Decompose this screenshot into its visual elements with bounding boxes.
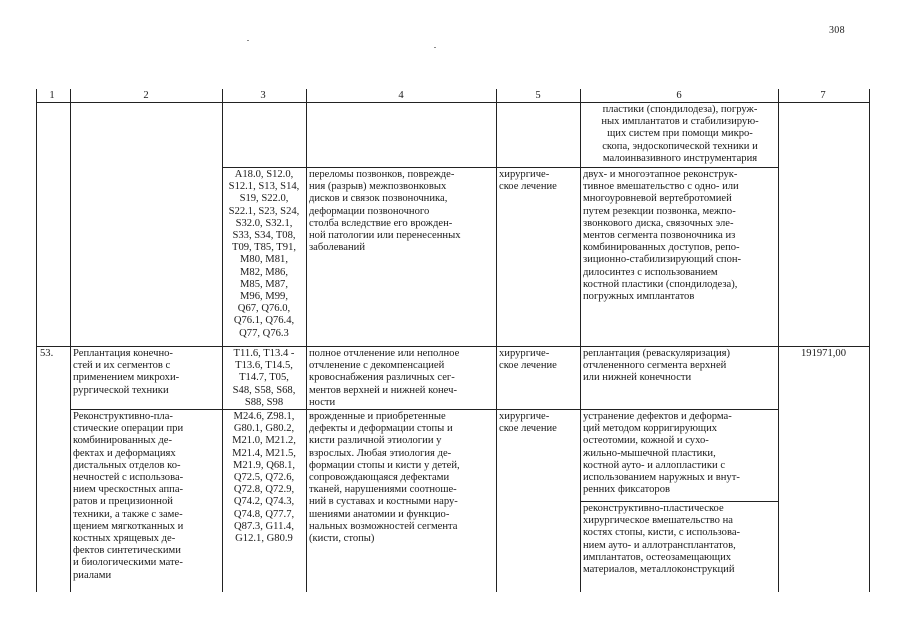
grid-line (36, 89, 37, 592)
treatment-spine: хирургиче- ское лечение (499, 169, 557, 193)
header-col-1: 1 (49, 90, 55, 101)
cost-value: 191971,00 (800, 348, 847, 359)
grid-line (869, 89, 870, 592)
disease-spine: переломы позвонков, поврежде- ния (разрыв) межпозвонковых дисков и связок позвоночника, деформации позвоночного столба вследствие его врожден- ной патологии или перенесенных заболеваний (309, 169, 461, 254)
service-name-replantation: Реплантация конечно- стей и их сегментов с применением микрохи- рургической техники (73, 348, 180, 396)
treatment-reconstructive: хирургиче- ское лечение (499, 411, 557, 435)
method-spine: двух- и многоэтапное реконструк- тивное вмешательство с одно- или многоуровневой вертебротомией путем резекции позвонка, межпо- звонкового диска, связочных эле- ментов сегмента позвоночника из комбинированных доступов, репо- зиционно-стабилизирующий спон- дилосинтез с использованием костной пластики (спондилодеза), погружных имплантатов (583, 169, 742, 303)
grid-line (778, 89, 779, 592)
grid-line (36, 102, 869, 103)
header-col-6: 6 (676, 90, 682, 101)
disease-replantation: полное отчленение или неполное отчленение с декомпенсацией кровоснабжения различных сег- ментов верхней и нижней конеч- ности (309, 348, 460, 408)
method-reconstructive-surgery: реконструктивно-пластическое хирургическое вмешательство на костях стопы, кисти, с использова- нием ауто- и аллотрансплантатов, имплантатов, остеозамещающих материалов, металлоконструкций (583, 503, 741, 576)
icd-codes-reconstructive: M24.6, Z98.1, G80.1, G80.2, M21.0, M21.2, M21.4, M21.5, M21.9, Q68.1, Q72.5, Q72.6, Q72.8, Q72.9, Q74.2, Q74.3, Q74.8, Q77.7, Q87.3, G11.4, G12.1, G80.9 (232, 411, 296, 545)
grid-line (580, 501, 778, 502)
scan-speck (247, 40, 249, 41)
grid-line (36, 346, 869, 347)
grid-line (70, 89, 71, 592)
grid-line (580, 89, 581, 592)
grid-line (580, 409, 778, 410)
method-defect-correction: устранение дефектов и деформа- ций методом корригирующих остеотомии, кожной и сухо- жильно-мышечной пластики, костной ауто- и аллопластики с использованием наружных и внут- ренних фиксаторов (583, 411, 740, 496)
header-col-5: 5 (535, 90, 541, 101)
icd-codes-replantation: T11.6, T13.4 - T13.6, T14.5, T14.7, T05, S48, S58, S68, S88, S98 (232, 348, 296, 408)
header-col-4: 4 (398, 90, 404, 101)
page-number: 308 (829, 25, 845, 36)
icd-codes-spine: A18.0, S12.0, S12.1, S13, S14, S19, S22.0, S22.1, S23, S24, S32.0, S32.1, S33, S34, T08, T09, T85, T91, M80, M81, M82, M86, M85, M87, M96, M99, Q67, Q76.0, Q76.1, Q76.4, Q77, Q76.3 (228, 169, 300, 339)
row-number-53: 53. (40, 348, 54, 359)
grid-line (70, 409, 580, 410)
grid-line (306, 89, 307, 592)
disease-reconstructive: врожденные и приобретенные дефекты и деформации стопы и кисти различной этиологии у взрослых. Любая этиология де- формации стопы и кисти у детей, сопровождающаяся дефектами тканей, нарушениями соотноше- ний в суставах и костными нару- шениями анатомии и функцио- нальных возможностей сегмента (кисти, стопы) (309, 411, 460, 545)
header-col-2: 2 (143, 90, 149, 101)
treatment-replantation: хирургиче- ское лечение (499, 348, 557, 372)
scan-speck (434, 47, 436, 48)
header-col-7: 7 (820, 90, 826, 101)
method-continuation: пластики (спондилодеза), погруж- ных имплантатов и стабилизирую- щих систем при помощи микро- скопа, эндоскопической техники и малоинвазивного инструментария (601, 104, 759, 164)
grid-line (222, 167, 778, 168)
service-name-reconstructive: Реконструктивно-пла- стические операции при комбинированных де- фектах и деформациях дистальных отделов ко- нечностей с использова- нием чрескостных аппа- ратов и прецизионной техники, а также с заме- щением мягкотканных и костных хрящевых де- фектов синтетическими и биологическими мате- риалами (73, 411, 184, 581)
header-col-3: 3 (260, 90, 266, 101)
method-replantation: реплантация (реваскуляризация) отчлененного сегмента верхней или нижней конечности (583, 348, 731, 384)
